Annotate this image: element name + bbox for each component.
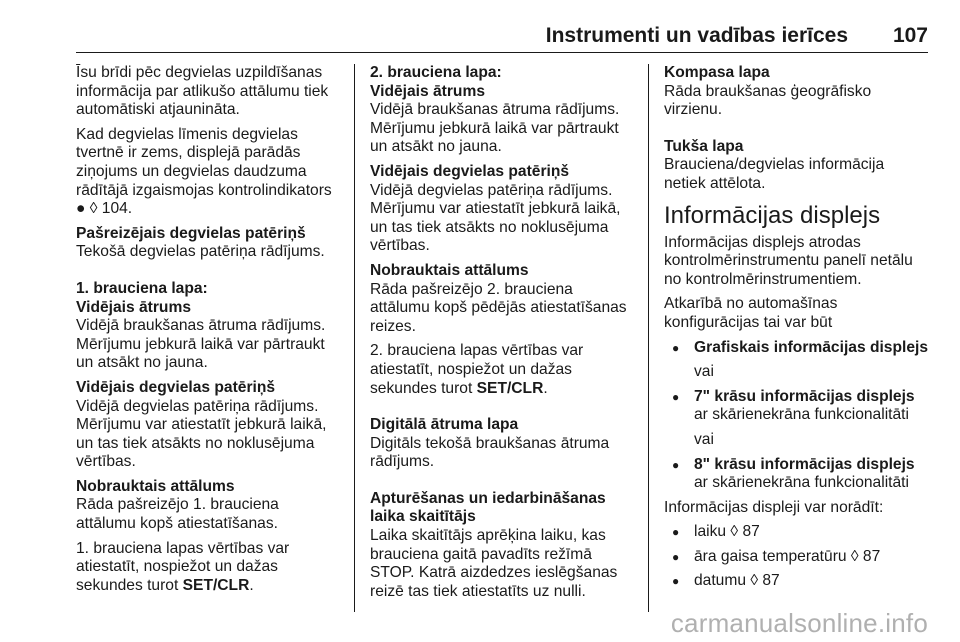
page-title: Instrumenti un vadības ierīces [545,24,848,47]
paragraph-reset-2 [370,342,636,398]
paragraph-avg-fuel-2: Vidējā degvielas patēriņa rādījums. Mērījumu var atiestatīt jebkurā laikā, un tas tiek atsākts no noklusējuma vērtības. [370,181,621,255]
seven-inch-display-rest: ar skārienekrāna funkcionalitāti [694,406,909,424]
reset-end-1: . [249,576,254,594]
list-item-date[interactable]: ● datumu ◊ 87 [664,572,930,591]
column-divider-1 [354,64,355,612]
heading-avg-speed-2: Vidējais ātrums [370,82,485,100]
heading-trip2: 2. brauciena lapa: [370,64,502,81]
heading-avg-fuel-2: Vidējais degvielas patēriņš [370,162,570,180]
seven-inch-display-label: 7" krāsu informācijas displejs [694,387,915,405]
paragraph-current-consumption: Tekošā degvielas patēriņa rādījums. [76,243,325,261]
graphic-display-label: Grafiskais informācijas displejs [694,338,929,356]
reset-end-2: . [543,379,548,397]
fuel-indicator-reference[interactable]: ● ◊ 104. [76,200,133,218]
heading-avg-fuel-1: Vidējais degvielas patēriņš [76,378,276,396]
list-item-outside-temp[interactable]: ● āra gaisa temperatūru ◊ 87 [664,548,930,567]
page-number: 107 [892,24,928,47]
column-2 [370,64,636,607]
low-fuel-text: Kad degvielas līmenis degvielas tvertnē ir zems, displejā parādās ziņojums un degvielas daudzuma rādītājā izgaismojas kontrolindikators [76,125,332,199]
list-item-graphic-display [664,339,930,358]
list-item-time[interactable]: ● laiku ◊ 87 [664,523,930,542]
column-divider-2 [648,64,649,612]
set-clr-label-2: SET/CLR [476,379,544,397]
paragraph-avg-speed-1: Vidējā braukšanas ātruma rādījums. Mērījumu jebkurā laikā var pārtraukt un atsākt no jauna. [76,317,326,372]
paragraph-display-location: Informācijas displejs atrodas kontrolmērinstrumentu panelī netālu no kontrolmērinstrumentiem. [664,233,913,288]
heading-stop-start-timer: Apturēšanas un iedarbināšanas laika skaitītājs [370,489,606,526]
heading-distance-1: Nobrauktais attālums [76,477,235,495]
header-divider [76,52,928,53]
paragraph-compass: Rāda braukšanas ģeogrāfisko virzienu. [664,82,872,119]
heading-compass: Kompasa lapa [664,64,770,81]
section-title-info-display: Informācijas displejs [664,201,881,229]
paragraph-low-fuel [76,126,342,219]
heading-trip1: 1. brauciena lapa: [76,279,208,297]
eight-inch-display-label: 8" krāsu informācijas displejs [694,455,915,473]
eight-inch-display-rest: ar skārienekrāna funkcionalitāti [694,474,909,492]
paragraph-avg-fuel-1: Vidējā degvielas patēriņa rādījums. Mērījumu var atiestatīt jebkurā laikā, un tas tiek atsākts no noklusējuma vērtības. [76,397,327,471]
heading-avg-speed-1: Vidējais ātrums [76,298,191,316]
heading-distance-2: Nobrauktais attālums [370,261,529,279]
paragraph-empty-page: Brauciena/degvielas informācija netiek attēlota. [664,156,885,192]
paragraph-display-config: Atkarībā no automašīnas konfigurācijas tai var būt [664,295,838,331]
reset-text-1: 1. brauciena lapas vērtības var atiestatīt, nospiežot un dažas sekundes turot [76,539,290,594]
list-item-8in-display [664,456,930,493]
watermark: carmanualsonline.info [670,608,928,638]
set-clr-label-1: SET/CLR [182,576,250,594]
heading-current-consumption: Pašreizējais degvielas patēriņš [76,224,306,242]
column-3 [664,64,930,597]
paragraph-distance-1: Rāda pašreizējo 1. brauciena attālumu kopš atiestatīšanas. [76,496,279,533]
paragraph-refuel: Īsu brīdi pēc degvielas uzpildīšanas informācija par atlikušo attālumu tiek automātiski atjaunināta. [76,64,329,119]
paragraph-display-shows: Informācijas displeji var norādīt: [664,498,884,516]
paragraph-reset-1 [76,540,342,596]
reset-text-2: 2. brauciena lapas vērtības var atiestatīt, nospiežot un dažas sekundes turot [370,342,584,397]
list-item-7in-display [664,388,930,425]
or-text-2: vai [694,430,714,448]
page-header [0,0,960,48]
column-1 [76,64,342,601]
paragraph-distance-2: Rāda pašreizējo 2. brauciena attālumu kopš pēdējās atiestatīšanas reizes. [370,280,627,335]
paragraph-digital-speed: Digitāls tekošā braukšanas ātruma rādījums. [370,434,610,471]
paragraph-stop-start-timer: Laika skaitītājs aprēķina laiku, kas brauciena gaitā pavadīts režīmā STOP. Katrā aizdedzes ieslēgšanas reizē tas tiek atiestatīts uz nulli. [370,527,618,600]
heading-digital-speed: Digitālā ātruma lapa [370,416,519,434]
paragraph-avg-speed-2: Vidējā braukšanas ātruma rādījums. Mērījumu jebkurā laikā var pārtraukt un atsākt no jauna. [370,101,620,156]
heading-empty-page: Tukša lapa [664,137,744,155]
or-text-1: vai [694,363,714,381]
